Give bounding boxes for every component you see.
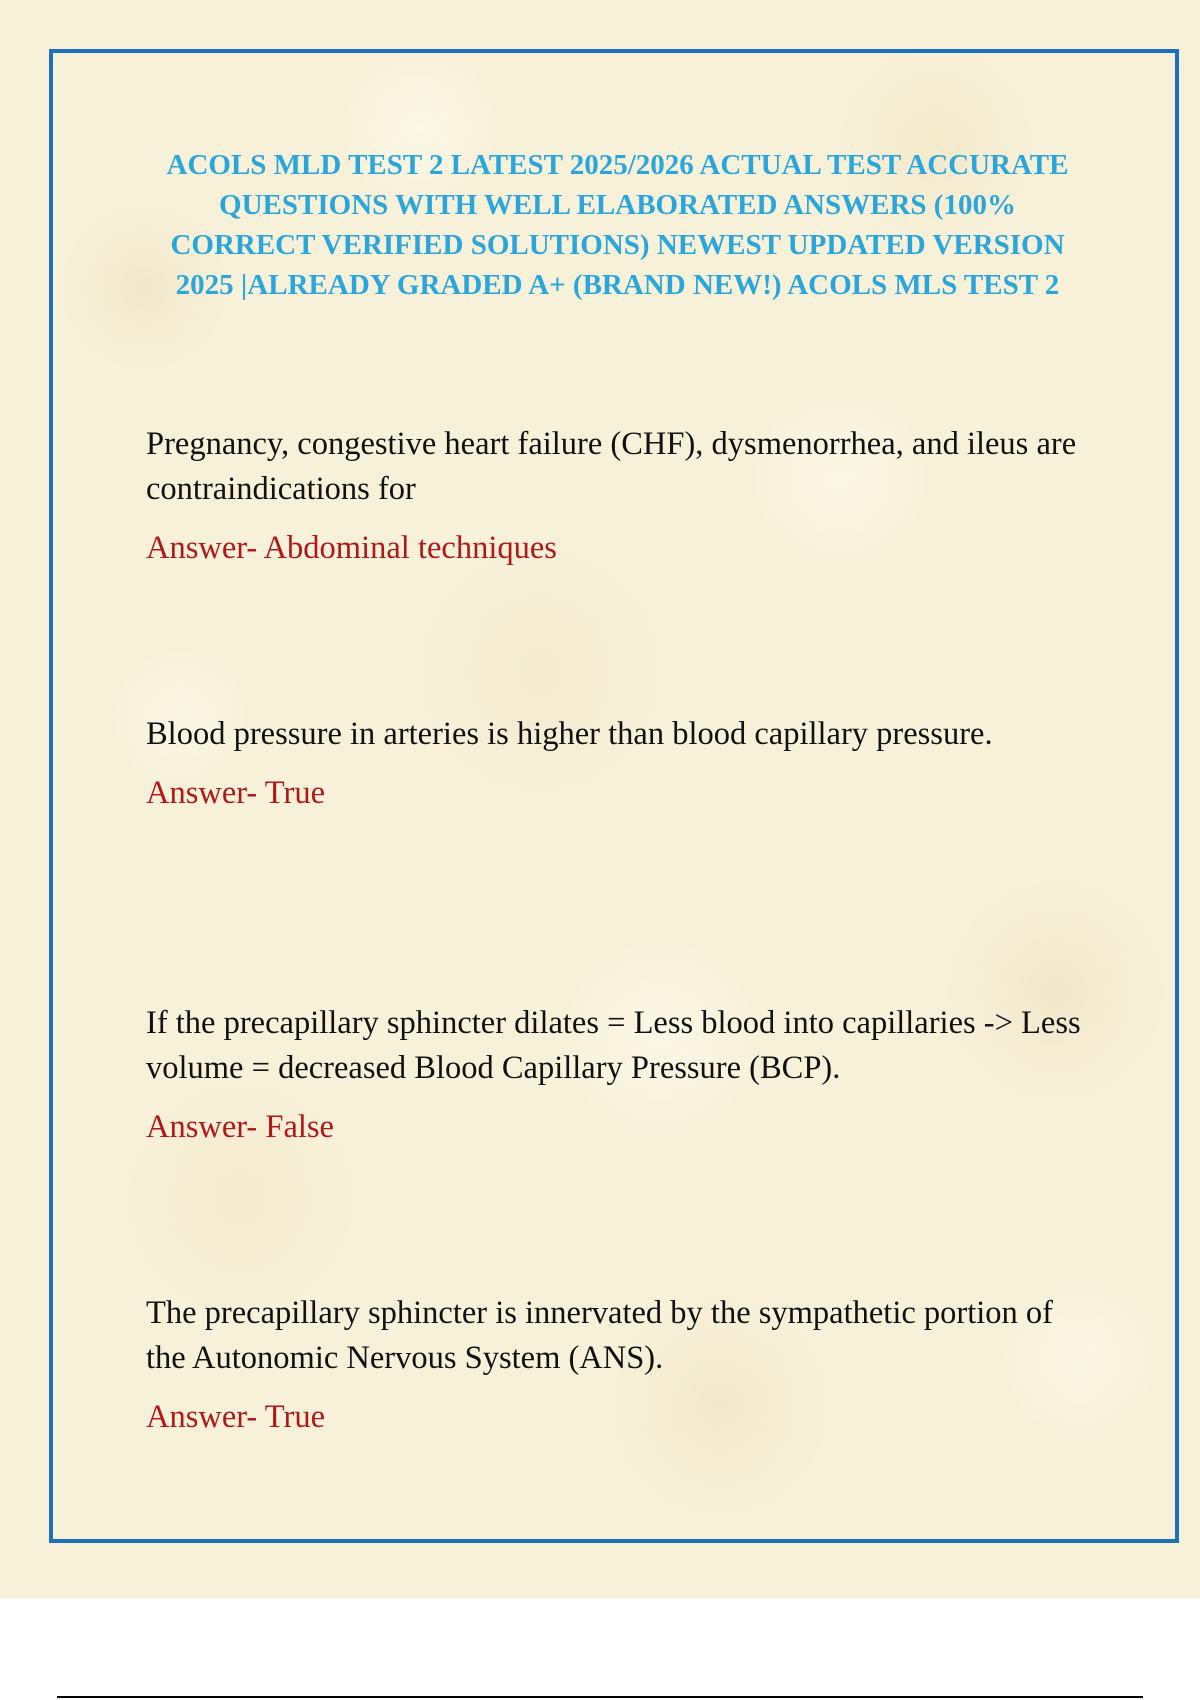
answer-text: Answer- Abdominal techniques (146, 530, 557, 566)
answer-text: Answer- True (146, 775, 326, 811)
question-text: Pregnancy, congestive heart failure (CHF), dysmenorrhea, and ileus are contraindications for (146, 426, 1077, 507)
footer-divider (57, 1696, 1143, 1698)
qa-item-1 (146, 422, 1086, 571)
question-text: The precapillary sphincter is innervated by the sympathetic portion of the Autonomic Nervous System (ANS). (146, 1295, 1054, 1376)
question-text: Blood pressure in arteries is higher than blood capillary pressure. (146, 716, 993, 752)
question-text: If the precapillary sphincter dilates = Less blood into capillaries -> Less volume = decreased Blood Capillary Pressure (BCP). (146, 1005, 1081, 1086)
answer-text: Answer- False (146, 1109, 334, 1145)
qa-item-2 (146, 712, 1086, 816)
answer-text: Answer- True (146, 1399, 326, 1435)
qa-item-4 (146, 1291, 1086, 1440)
qa-item-3 (146, 1001, 1086, 1150)
document-title: ACOLS MLD TEST 2 LATEST 2025/2026 ACTUAL TEST ACCURATE QUESTIONS WITH WELL ELABORATED ANSWERS (100% CORRECT VERIFIED SOLUTIONS) NEWEST UPDATED VERSION 2025 |ALREADY GRADED A+ (BRAND NEW!) ACOLS MLS TEST 2 (166, 149, 1069, 301)
